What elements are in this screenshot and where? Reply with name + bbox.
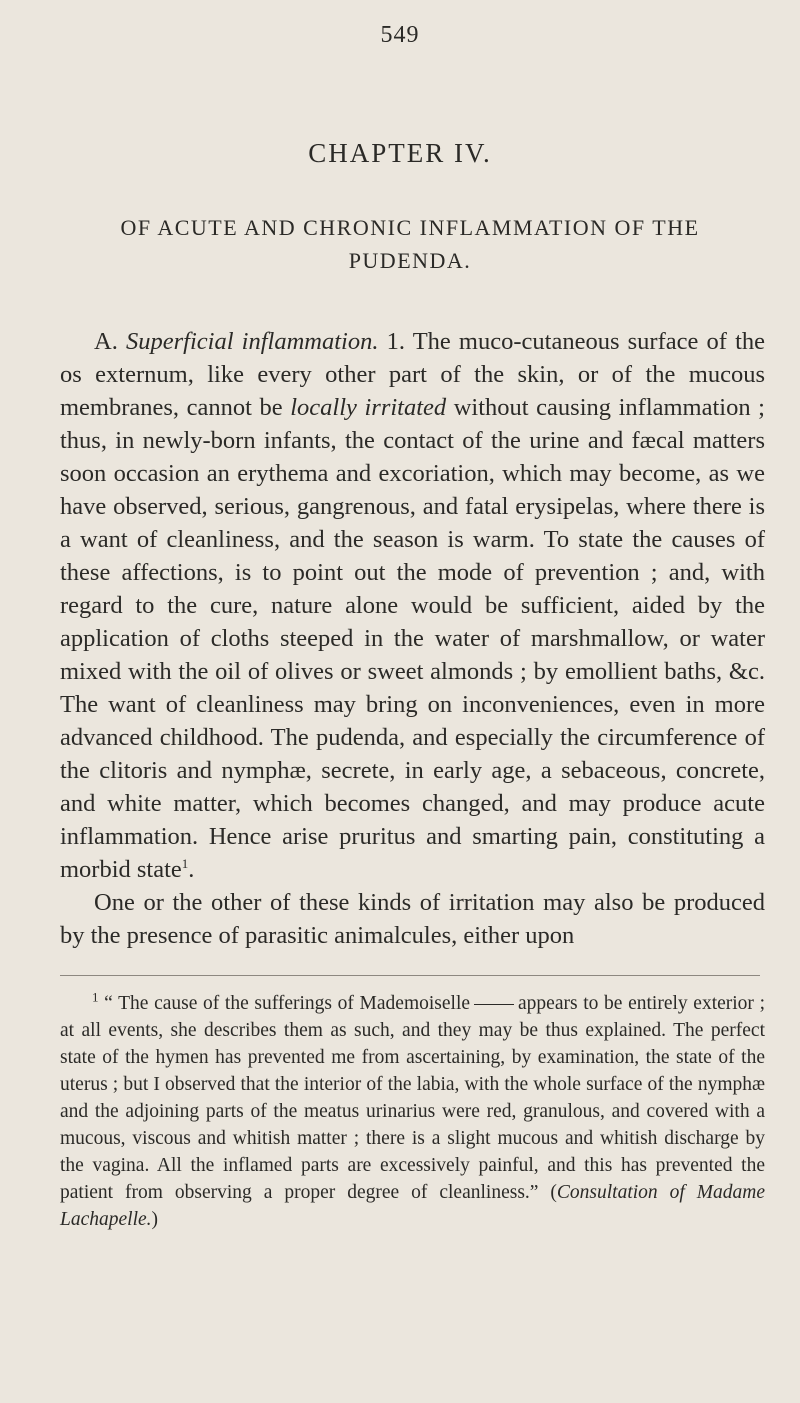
emphasis-text: locally irritated <box>290 394 447 421</box>
paragraph-parasitic-irritation: One or the other of these kinds of irritation may also be produced by the presence of parasitic animalcules, either upon <box>60 889 765 949</box>
footnote-text-part: ) <box>151 1209 159 1230</box>
footnote-reference: 1 <box>181 855 189 871</box>
footnote-marker: 1 <box>92 989 99 1005</box>
page-number: 549 <box>380 22 420 48</box>
paragraph-text: 1. The muco-cutaneous surface of the os externum, like every other part of the skin, or of the mucous membranes, cannot be <box>60 328 766 421</box>
subsection-heading: Superficial inflammation. <box>125 328 379 355</box>
body-text <box>60 325 765 952</box>
footnote-text-part: “ The cause of the sufferings of Mademoiselle <box>98 993 471 1014</box>
chapter-title: CHAPTER IV. <box>308 138 492 168</box>
footnote-text <box>60 990 765 1233</box>
section-letter: A. <box>94 328 126 355</box>
paragraph-text: without causing inflammation ; thus, in newly-born infants, the contact of the urine and fæcal matters soon occasion an erythema and excoriation, which may become, as we have observed, serious, gangrenous, and fatal erysipelas, where there is a want of cleanliness, and the season is warm. To state the causes of these affections, is to point out the mode of prevention ; and, with regard to the cure, nature alone would be sufficient, aided by the application of cloths steeped in the water of marshmallow, or water mixed with the oil of olives or sweet almonds ; by emollient baths, &c. The want of cleanliness may bring on inconveniences, even in more advanced childhood. The pudenda, and especially the circumference of the clitoris and nymphæ, secrete, in early age, a sebaceous, concrete, and white matter, which becomes changed, and may produce acute inflammation. Hence arise pruritus and smarting pain, constituting a morbid state <box>60 394 765 883</box>
footnote-source: Consultation of Madame Lachapelle. <box>60 1182 765 1230</box>
footnote-text-part: appears to be entirely exterior ; at all events, she describes them as such, and they may be thus explained. The perfect state of the hymen has prevented me from ascertaining, by examination, the state of the uterus ; but I observed that the interior of the labia, with the whole surface of the nymphæ and the adjoining parts of the meatus urinarius were red, granulous, and covered with a mucous, viscous and whitish matter ; there is a slight mucous and whitish discharge by the vagina. All the inflamed parts are excessively painful, and this has prevented the patient from observing a proper degree of cleanliness.” ( <box>60 993 765 1203</box>
section-title: OF ACUTE AND CHRONIC INFLAMMATION OF THE PUDENDA. <box>120 215 700 273</box>
name-omission-dash <box>474 1004 514 1005</box>
paragraph-text: . <box>188 856 195 883</box>
footnote-divider <box>60 975 760 976</box>
footnote <box>60 990 765 1233</box>
paragraph-superficial-inflammation <box>60 325 765 886</box>
